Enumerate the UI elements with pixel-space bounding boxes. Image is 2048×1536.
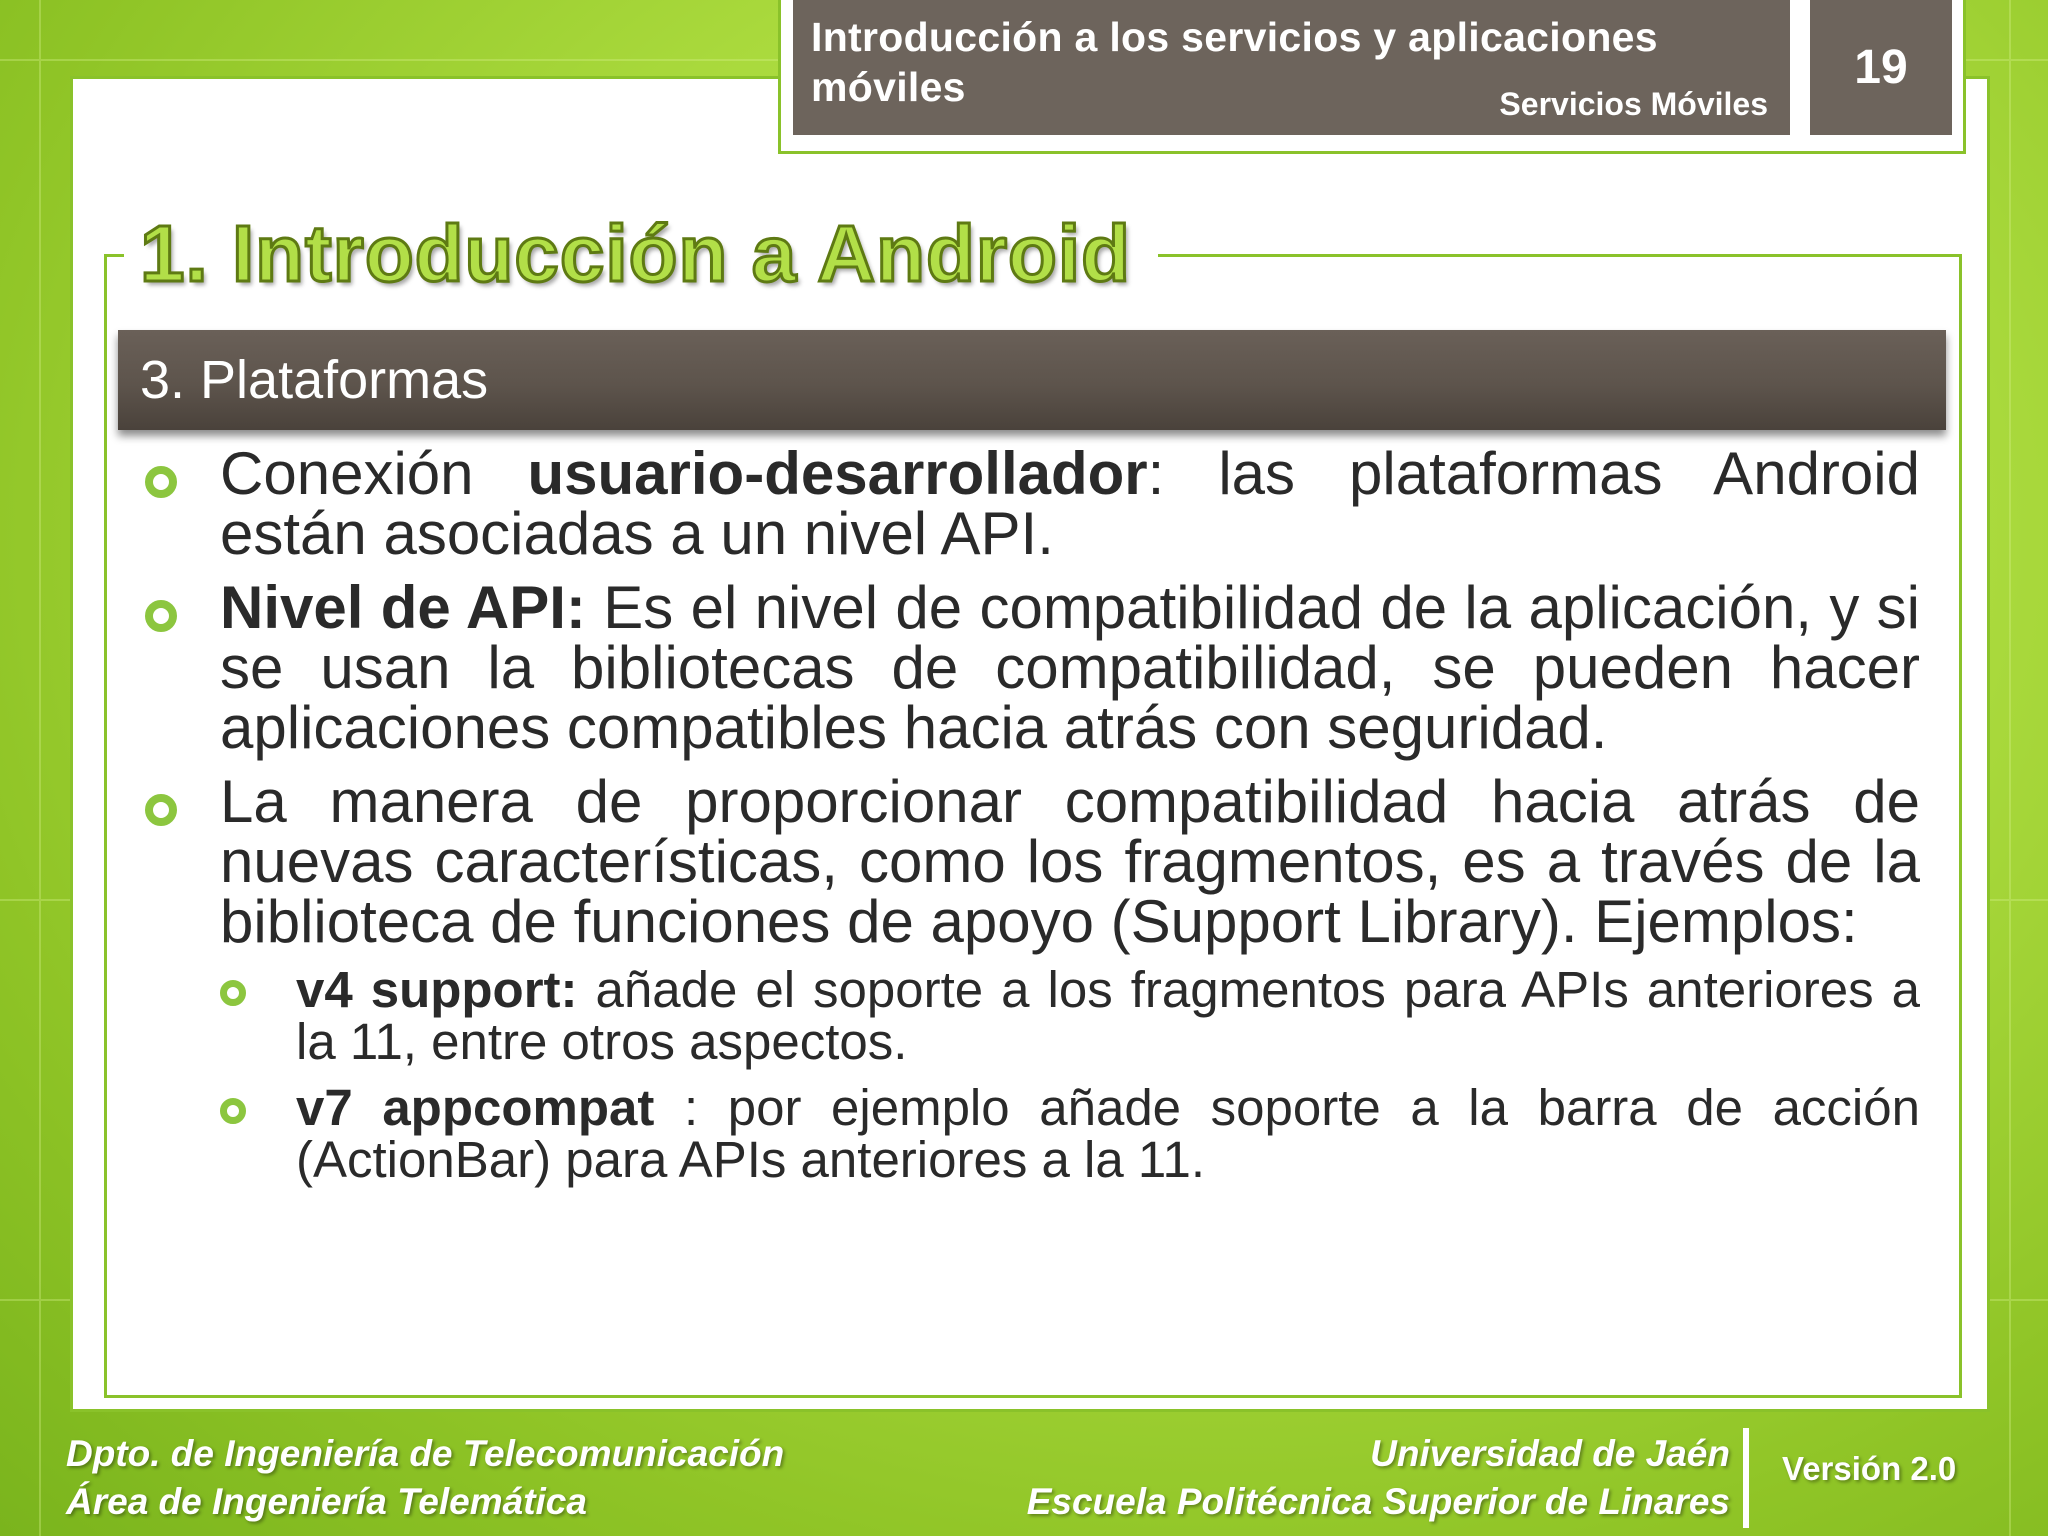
header-title: Introducción a los servicios y aplicaciones móviles [811, 14, 1658, 110]
header-subtitle: Servicios Móviles [1499, 86, 1768, 122]
bullet-item [140, 768, 1920, 1188]
page-number: 19 [1810, 0, 1952, 135]
subbullet-bold: v4 support: [296, 961, 578, 1018]
subbullet-text: añade el soporte a los fragmentos para APIs anteriores a la 11, entre otros aspectos. [296, 961, 1920, 1070]
bullet-text: Es el nivel de compatibilidad de la aplicación, y si se usan la bibliotecas de compatibilidad, se pueden hacer aplicaciones compatibles hacia atrás con seguridad. [220, 574, 1920, 761]
bullet-ring-icon [145, 794, 177, 826]
bullet-text: Conexión [220, 440, 528, 507]
footer-right [1027, 1430, 1730, 1526]
subbullet-ring-icon [220, 980, 246, 1006]
bullet-bold: Nivel de API: [220, 574, 586, 641]
header-box [793, 0, 1790, 135]
frame-top-right [1158, 254, 1962, 257]
subbullet-item [220, 961, 1920, 1070]
main-title: 1. Introducción a Android [140, 209, 1131, 298]
bullet-item [140, 574, 1920, 761]
subbullet-bold: v7 appcompat [296, 1079, 655, 1136]
subbullet-item [220, 1079, 1920, 1188]
subbullet-text: : por ejemplo añade soporte a la barra de acción (ActionBar) para APIs anteriores a la 11. [296, 1079, 1920, 1188]
frame-top-left [104, 254, 124, 257]
footer-version: Versión 2.0 [1782, 1450, 1957, 1487]
footer-area: Área de Ingeniería Telemática [66, 1481, 587, 1522]
bullet-ring-icon [145, 600, 177, 632]
footer-university: Universidad de Jaén [1370, 1433, 1730, 1474]
bullet-ring-icon [145, 466, 177, 498]
bullet-bold: usuario-desarrollador [527, 440, 1148, 507]
bullet-list [140, 440, 1920, 1200]
bullet-text: La manera de proporcionar compatibilidad hacia atrás de nuevas características, como los fragmentos, es a través de la biblioteca de funciones de apoyo (Support Library). Ejemplos: [220, 768, 1920, 955]
footer-left [66, 1430, 784, 1526]
subbullet-list [220, 961, 1920, 1188]
footer-school: Escuela Politécnica Superior de Linares [1026, 1481, 1730, 1522]
subbullet-ring-icon [220, 1098, 246, 1124]
section-title: 3. Plataformas [140, 350, 489, 410]
section-bar [118, 330, 1946, 430]
bullet-text: : las plataformas Android están asociadas a un nivel API. [220, 440, 1920, 567]
bullet-item [140, 440, 1920, 567]
footer-divider [1743, 1428, 1749, 1528]
footer-department: Dpto. de Ingeniería de Telecomunicación [66, 1433, 785, 1474]
